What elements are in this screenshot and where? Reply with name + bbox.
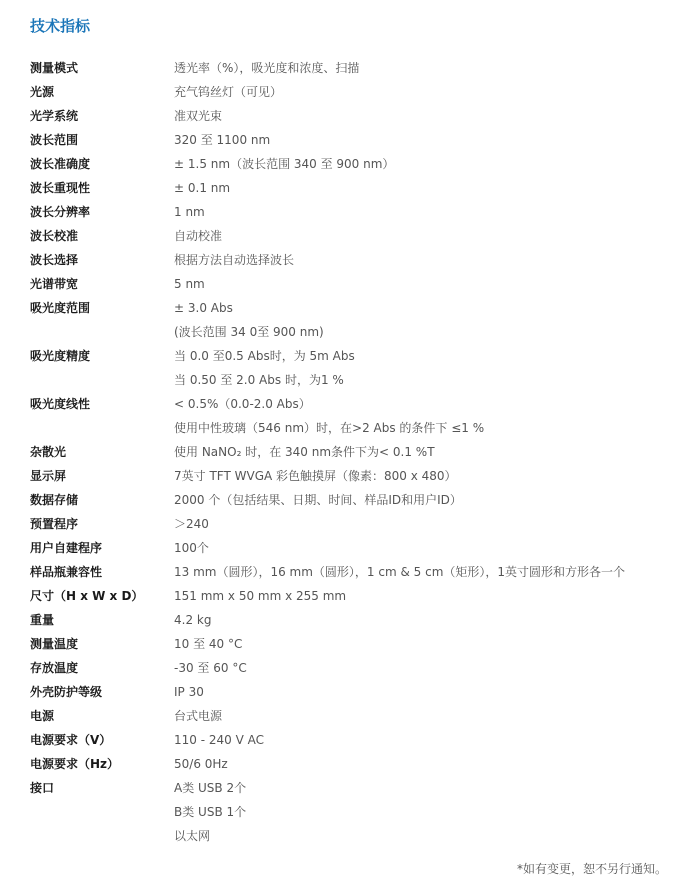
spec-row bbox=[30, 298, 670, 322]
spec-label: 波长分辨率 bbox=[30, 205, 91, 219]
footnote: *如有变更，恕不另行通知。 bbox=[516, 862, 667, 876]
spec-row bbox=[30, 754, 670, 778]
spec-row bbox=[30, 130, 670, 154]
spec-label: 显示屏 bbox=[30, 469, 67, 483]
spec-label: 波长重现性 bbox=[30, 181, 91, 195]
spec-label: 电源要求（Hz） bbox=[30, 757, 120, 771]
spec-value: 100个 bbox=[174, 541, 209, 555]
spec-value: 50/6 0Hz bbox=[174, 757, 228, 771]
spec-row bbox=[30, 610, 670, 634]
spec-value: 以太网 bbox=[174, 829, 211, 843]
spec-row bbox=[30, 826, 670, 850]
spec-row bbox=[30, 154, 670, 178]
spec-value: 10 至 40 °C bbox=[174, 637, 243, 651]
section-title: 技术指标 bbox=[30, 17, 91, 35]
spec-label: 尺寸（H x W x D） bbox=[30, 589, 144, 603]
spec-label bbox=[30, 418, 174, 442]
spec-row bbox=[30, 322, 670, 346]
spec-value: 2000 个（包括结果、日期、时间、样品ID和用户ID） bbox=[174, 493, 462, 507]
spec-row bbox=[30, 226, 670, 250]
spec-value: ± 3.0 Abs bbox=[174, 301, 233, 315]
spec-value: 使用中性玻璃（546 nm）时，在>2 Abs 的条件下 ≤1 % bbox=[174, 421, 485, 435]
spec-label: 样品瓶兼容性 bbox=[30, 565, 103, 579]
spec-value: ± 0.1 nm bbox=[174, 181, 231, 195]
spec-label: 电源 bbox=[30, 709, 55, 723]
spec-label: 数据存储 bbox=[30, 493, 79, 507]
spec-row bbox=[30, 538, 670, 562]
spec-value: 当 0.50 至 2.0 Abs 时，为1 % bbox=[174, 373, 344, 387]
spec-row bbox=[30, 490, 670, 514]
spec-label bbox=[30, 322, 174, 346]
spec-label: 接口 bbox=[30, 781, 55, 795]
spec-value: 使用 NaNO₂ 时，在 340 nm条件下为< 0.1 %T bbox=[174, 445, 435, 459]
spec-value: 充气钨丝灯（可见） bbox=[174, 85, 283, 99]
spec-row bbox=[30, 682, 670, 706]
spec-label: 电源要求（V） bbox=[30, 733, 112, 747]
spec-label: 测量模式 bbox=[30, 61, 79, 75]
spec-value: 自动校准 bbox=[174, 229, 223, 243]
spec-value: ± 1.5 nm（波长范围 340 至 900 nm） bbox=[174, 157, 395, 171]
spec-value: 1 nm bbox=[174, 205, 205, 219]
spec-label: 外壳防护等级 bbox=[30, 685, 103, 699]
spec-value: IP 30 bbox=[174, 685, 204, 699]
spec-label: 光源 bbox=[30, 85, 55, 99]
spec-row bbox=[30, 370, 670, 394]
spec-row bbox=[30, 634, 670, 658]
spec-label: 杂散光 bbox=[30, 445, 67, 459]
spec-label: 波长选择 bbox=[30, 253, 79, 267]
spec-value: 110 - 240 V AC bbox=[174, 733, 264, 747]
spec-value: 透光率（%），吸光度和浓度、扫描 bbox=[174, 61, 360, 75]
spec-row bbox=[30, 802, 670, 826]
spec-row bbox=[30, 706, 670, 730]
spec-row bbox=[30, 442, 670, 466]
spec-label: 预置程序 bbox=[30, 517, 79, 531]
spec-row bbox=[30, 82, 670, 106]
spec-label: 吸光度范围 bbox=[30, 301, 91, 315]
spec-value: 7英寸 TFT WVGA 彩色触摸屏（像素：800 x 480） bbox=[174, 469, 457, 483]
spec-row bbox=[30, 730, 670, 754]
spec-value: (波长范围 34 0至 900 nm) bbox=[174, 325, 324, 339]
spec-label: 波长准确度 bbox=[30, 157, 91, 171]
spec-value: B类 USB 1个 bbox=[174, 805, 247, 819]
spec-row bbox=[30, 514, 670, 538]
spec-label: 测量温度 bbox=[30, 637, 79, 651]
spec-row bbox=[30, 346, 670, 370]
spec-value: 13 mm（圆形），16 mm（圆形），1 cm & 5 cm（矩形），1英寸圆形和方形各一个 bbox=[174, 565, 626, 579]
spec-label: 波长范围 bbox=[30, 133, 79, 147]
spec-value: A类 USB 2个 bbox=[174, 781, 247, 795]
spec-row bbox=[30, 394, 670, 418]
spec-label bbox=[30, 802, 174, 826]
spec-row bbox=[30, 106, 670, 130]
spec-value: < 0.5%（0.0-2.0 Abs） bbox=[174, 397, 311, 411]
spec-row bbox=[30, 58, 670, 82]
spec-label: 波长校准 bbox=[30, 229, 79, 243]
spec-row bbox=[30, 202, 670, 226]
spec-row bbox=[30, 274, 670, 298]
spec-value: 当 0.0 至0.5 Abs时，为 5m Abs bbox=[174, 349, 355, 363]
spec-label: 光谱带宽 bbox=[30, 277, 79, 291]
spec-label: 重量 bbox=[30, 613, 55, 627]
spec-table bbox=[30, 58, 670, 850]
spec-row bbox=[30, 562, 670, 586]
spec-value: 320 至 1100 nm bbox=[174, 133, 271, 147]
spec-label: 用户自建程序 bbox=[30, 541, 103, 555]
spec-value: 台式电源 bbox=[174, 709, 223, 723]
spec-label bbox=[30, 826, 174, 850]
spec-value: ＞240 bbox=[174, 517, 209, 531]
spec-label: 存放温度 bbox=[30, 661, 79, 675]
spec-value: 根据方法自动选择波长 bbox=[174, 253, 295, 267]
spec-value: 5 nm bbox=[174, 277, 205, 291]
spec-value: 准双光束 bbox=[174, 109, 223, 123]
spec-value: -30 至 60 °C bbox=[174, 661, 247, 675]
spec-row bbox=[30, 658, 670, 682]
spec-label: 吸光度线性 bbox=[30, 397, 91, 411]
spec-row bbox=[30, 418, 670, 442]
spec-row bbox=[30, 466, 670, 490]
spec-row bbox=[30, 250, 670, 274]
spec-label: 吸光度精度 bbox=[30, 349, 91, 363]
spec-value: 151 mm x 50 mm x 255 mm bbox=[174, 589, 347, 603]
spec-row bbox=[30, 178, 670, 202]
spec-label bbox=[30, 370, 174, 394]
spec-row bbox=[30, 586, 670, 610]
spec-value: 4.2 kg bbox=[174, 613, 212, 627]
spec-label: 光学系统 bbox=[30, 109, 79, 123]
spec-row bbox=[30, 778, 670, 802]
